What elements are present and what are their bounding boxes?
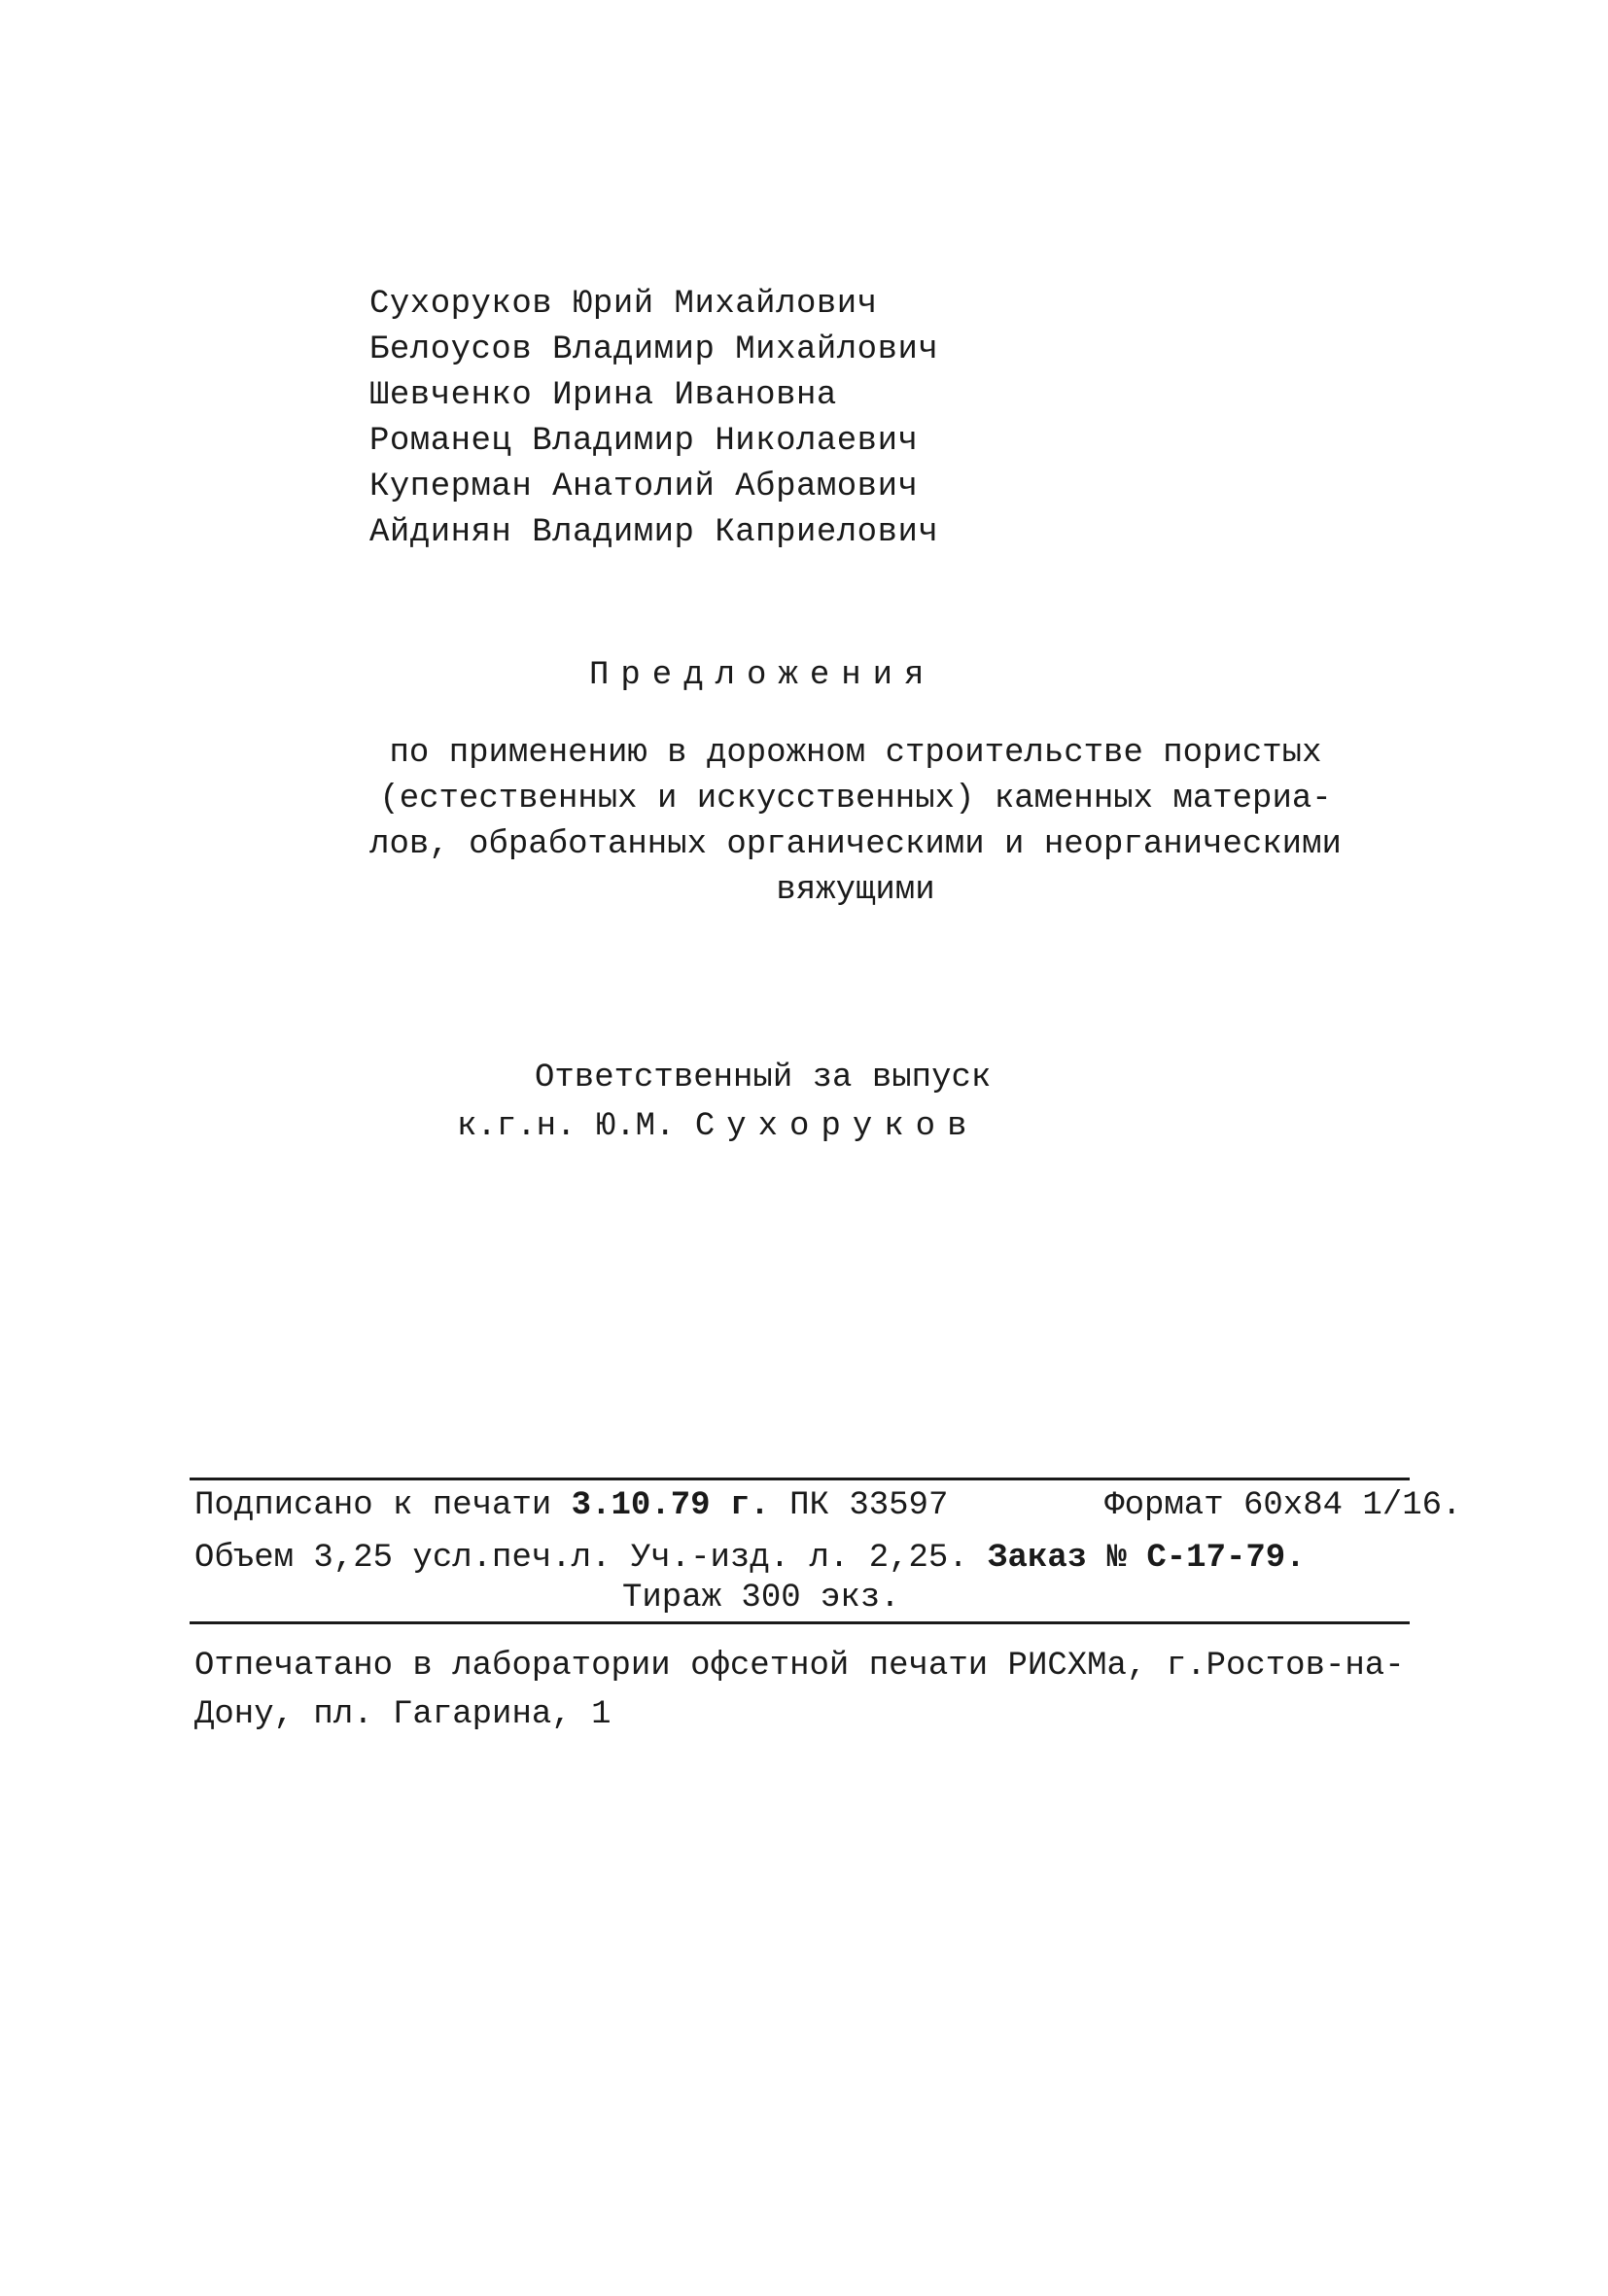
- circulation: Тираж 300 экз.: [622, 1580, 900, 1617]
- imprint-top-rule: [190, 1478, 1410, 1480]
- print-format: Формат 60х84 1/16.: [1104, 1487, 1462, 1524]
- editor-surname: Сухоруков: [694, 1108, 979, 1145]
- editor-degree-initials: к.г.н. Ю.М.: [457, 1108, 676, 1145]
- author-name: Белоусов Владимир Михайлович: [369, 331, 939, 368]
- imprint-line-volume: [194, 1540, 1306, 1577]
- document-title: Предложения: [589, 657, 936, 694]
- imprint-bottom-rule: [190, 1621, 1410, 1624]
- subtitle-line: вяжущими: [776, 872, 935, 909]
- imprint-line-signed: [194, 1487, 1461, 1524]
- author-name: Сухоруков Юрий Михайлович: [369, 286, 878, 323]
- subtitle-line: лов, обработанных органическими и неорганическими: [369, 826, 1342, 863]
- printed-by-line-1: Отпечатано в лаборатории офсетной печати РИСХМа, г.Ростов-на-: [194, 1648, 1405, 1685]
- signed-date: 3.10.79 г.: [571, 1487, 770, 1524]
- volume-text: Объем 3,25 усл.печ.л. Уч.-изд. л. 2,25.: [194, 1540, 968, 1577]
- signed-label: Подписано к печати: [194, 1487, 552, 1524]
- author-name: Романец Владимир Николаевич: [369, 423, 919, 460]
- responsible-label: Ответственный за выпуск: [535, 1060, 992, 1096]
- order-number: Заказ № С-17-79.: [988, 1540, 1306, 1577]
- responsible-editor: [457, 1108, 978, 1145]
- document-subtitle: [360, 731, 1351, 914]
- author-name: Шевченко Ирина Ивановна: [369, 377, 837, 414]
- pk-number: ПК 33597: [789, 1487, 949, 1524]
- subtitle-line: (естественных и искусственных) каменных материа-: [379, 781, 1332, 818]
- authors-list: [369, 282, 938, 556]
- author-name: Куперман Анатолий Абрамович: [369, 469, 919, 505]
- printed-by-line-2: Дону, пл. Гагарина, 1: [194, 1696, 612, 1733]
- author-name: Айдинян Владимир Каприелович: [369, 514, 939, 551]
- subtitle-line: по применению в дорожном строительстве пористых: [389, 735, 1322, 772]
